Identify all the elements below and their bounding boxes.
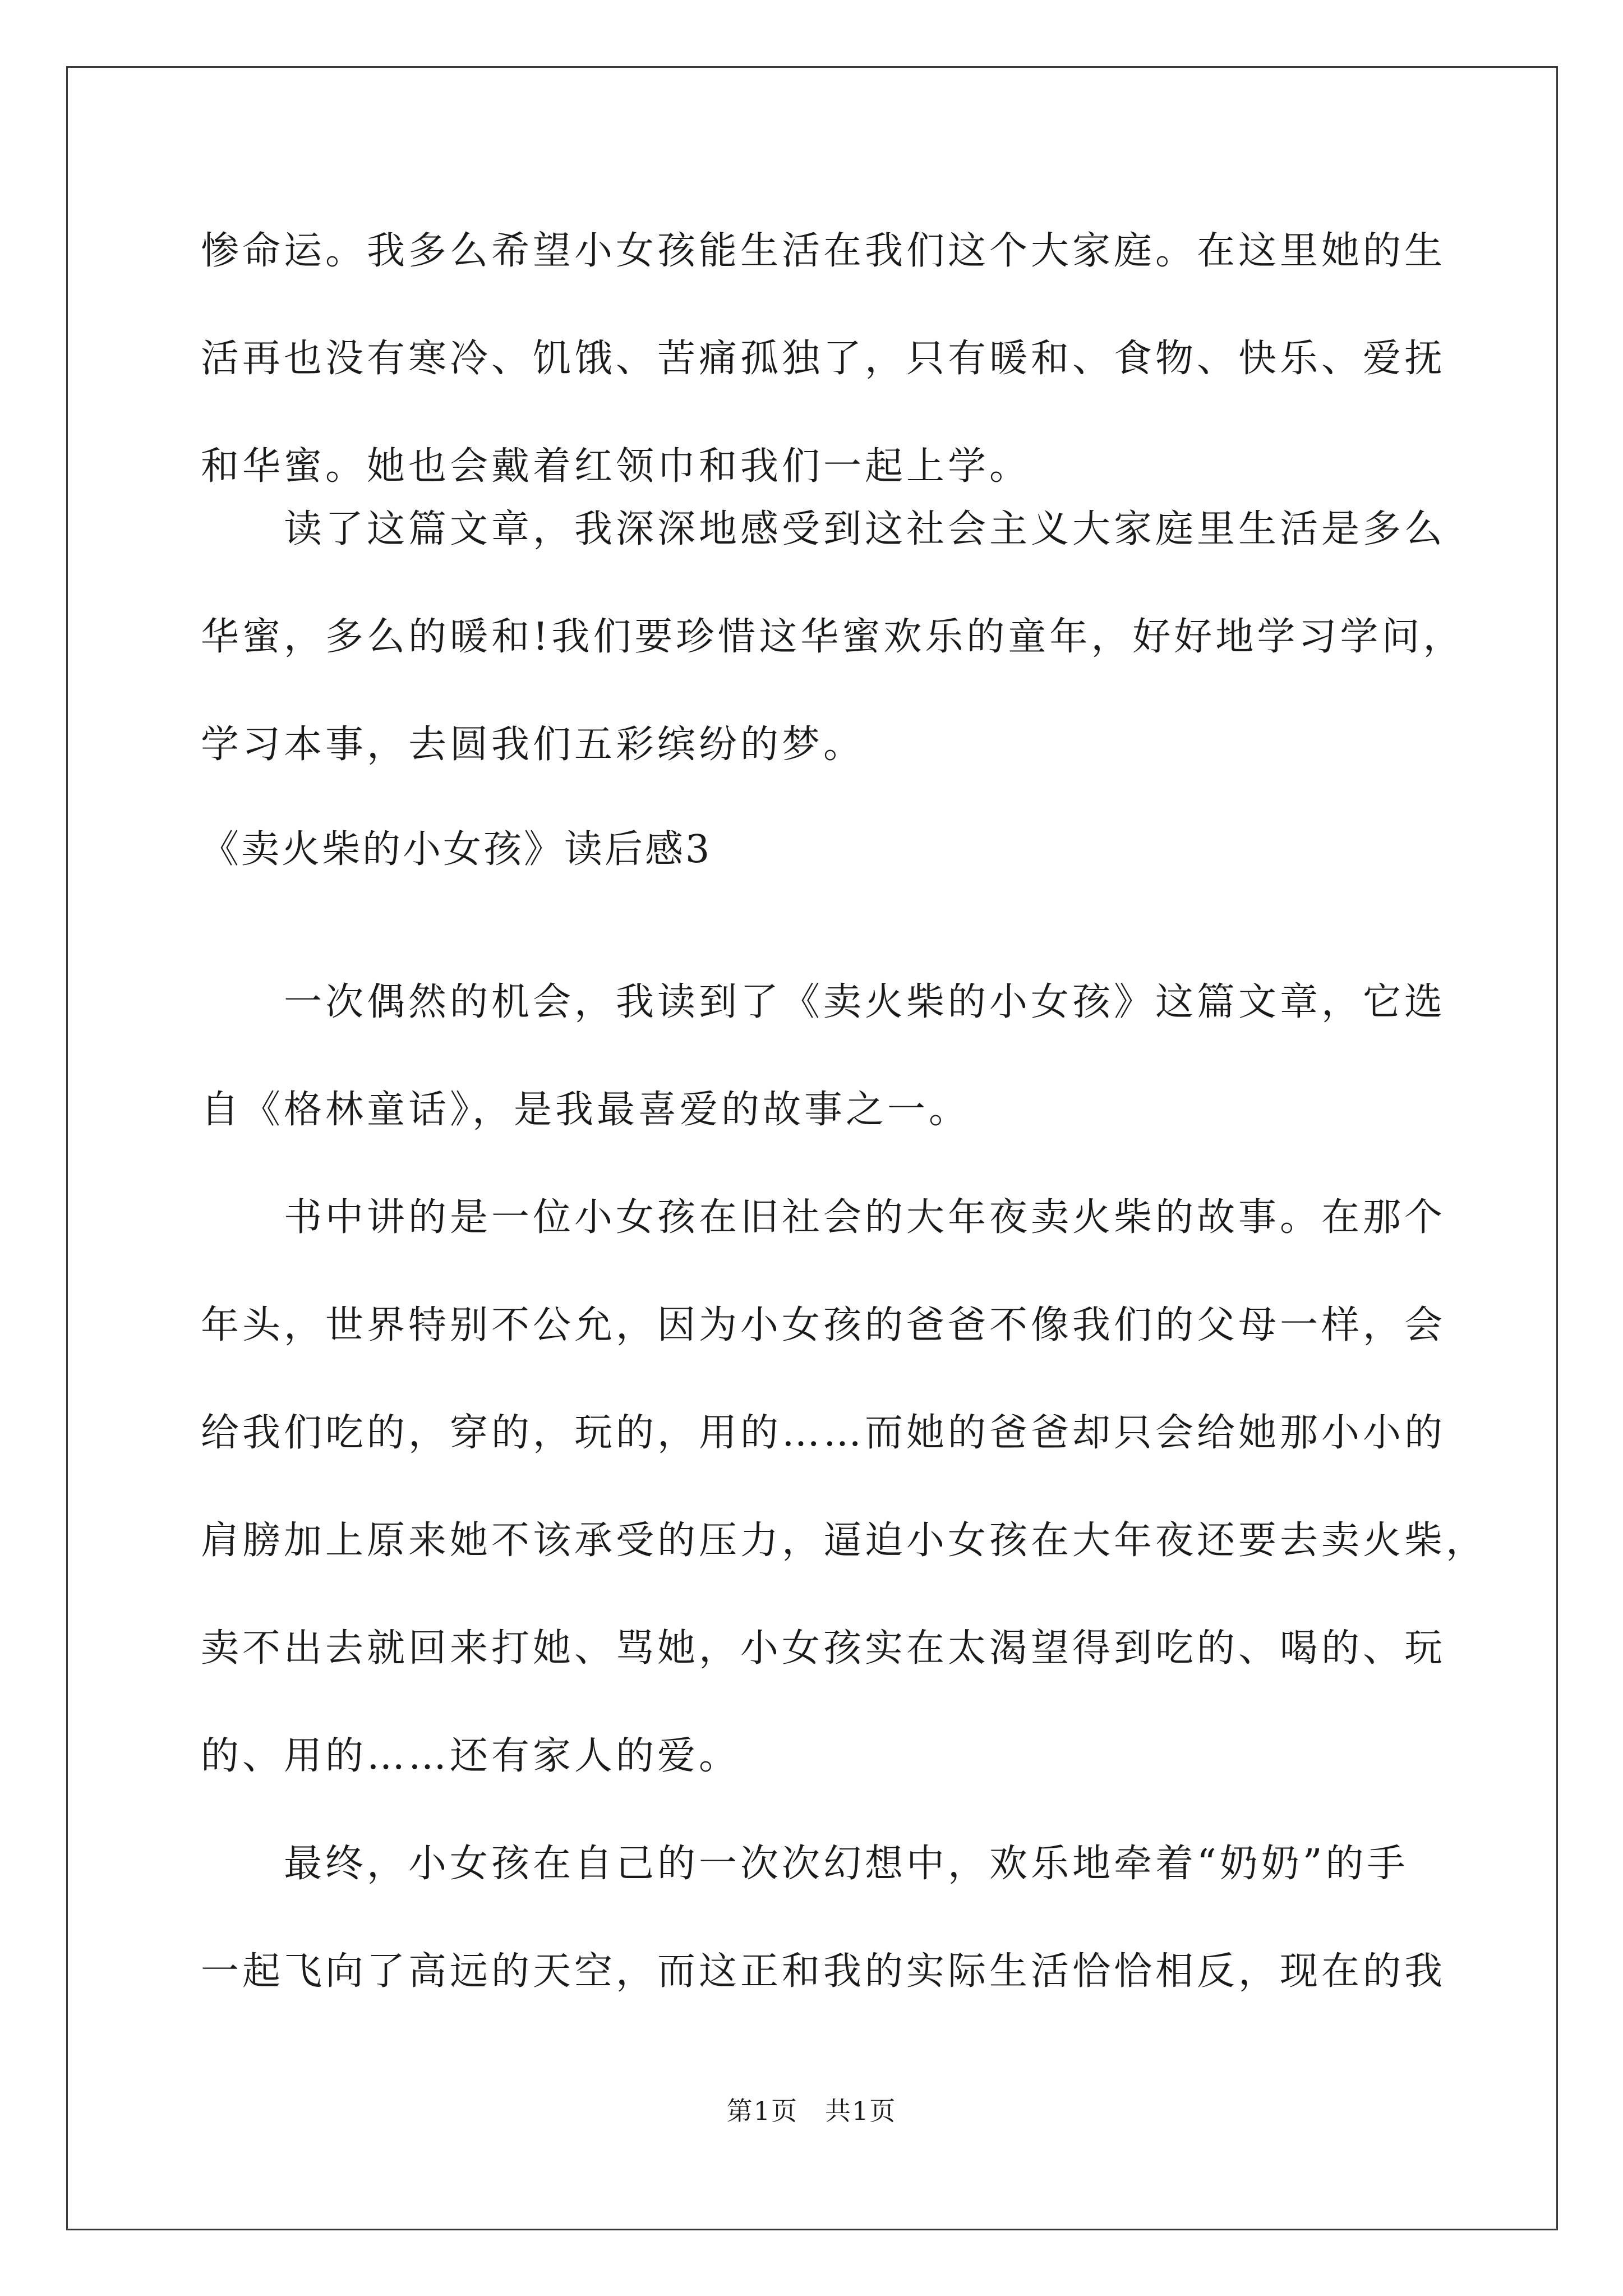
page-number: 第1页 共1页	[726, 2096, 897, 2126]
text-line: 华蜜，多么的暖和!我们要珍惜这华蜜欢乐的童年，好好地学习学问，	[201, 615, 1465, 659]
text-line: 活再也没有寒冷、饥饿、苦痛孤独了，只有暖和、食物、快乐、爱抚	[201, 337, 1446, 381]
text-line: 给我们吃的，穿的，玩的，用的……而她的爸爸却只会给她那小小的	[201, 1411, 1446, 1455]
text-line: 学习本事，去圆我们五彩缤纷的梦。	[201, 723, 865, 767]
text-line: 读了这篇文章，我深深地感受到这社会主义大家庭里生活是多么	[201, 507, 1446, 551]
text-line: 年头，世界特别不公允，因为小女孩的爸爸不像我们的父母一样，会	[201, 1303, 1446, 1347]
text-line: 自《格林童话》，是我最喜爱的故事之一。	[201, 1088, 971, 1132]
page-border	[66, 66, 1558, 2230]
text-line: 一起飞向了高远的天空，而这正和我的实际生活恰恰相反，现在的我	[201, 1949, 1446, 1994]
text-line: 惨命运。我多么希望小女孩能生活在我们这个大家庭。在这里她的生	[201, 229, 1446, 273]
text-line: 卖不出去就回来打她、骂她，小女孩实在太渴望得到吃的、喝的、玩	[201, 1626, 1446, 1671]
text-line: 肩膀加上原来她不该承受的压力，逼迫小女孩在大年夜还要去卖火柴，	[201, 1519, 1488, 1563]
section-heading: 《卖火柴的小女孩》读后感3	[201, 827, 712, 872]
text-line: 一次偶然的机会，我读到了《卖火柴的小女孩》这篇文章，它选	[201, 980, 1446, 1024]
text-line: 和华蜜。她也会戴着红领巾和我们一起上学。	[201, 444, 1031, 489]
text-line: 书中讲的是一位小女孩在旧社会的大年夜卖火柴的故事。在那个	[201, 1195, 1446, 1240]
text-line: 最终，小女孩在自己的一次次幻想中，欢乐地牵着“奶奶”的手	[201, 1842, 1409, 1886]
text-line: 的、用的……还有家人的爱。	[201, 1734, 741, 1778]
